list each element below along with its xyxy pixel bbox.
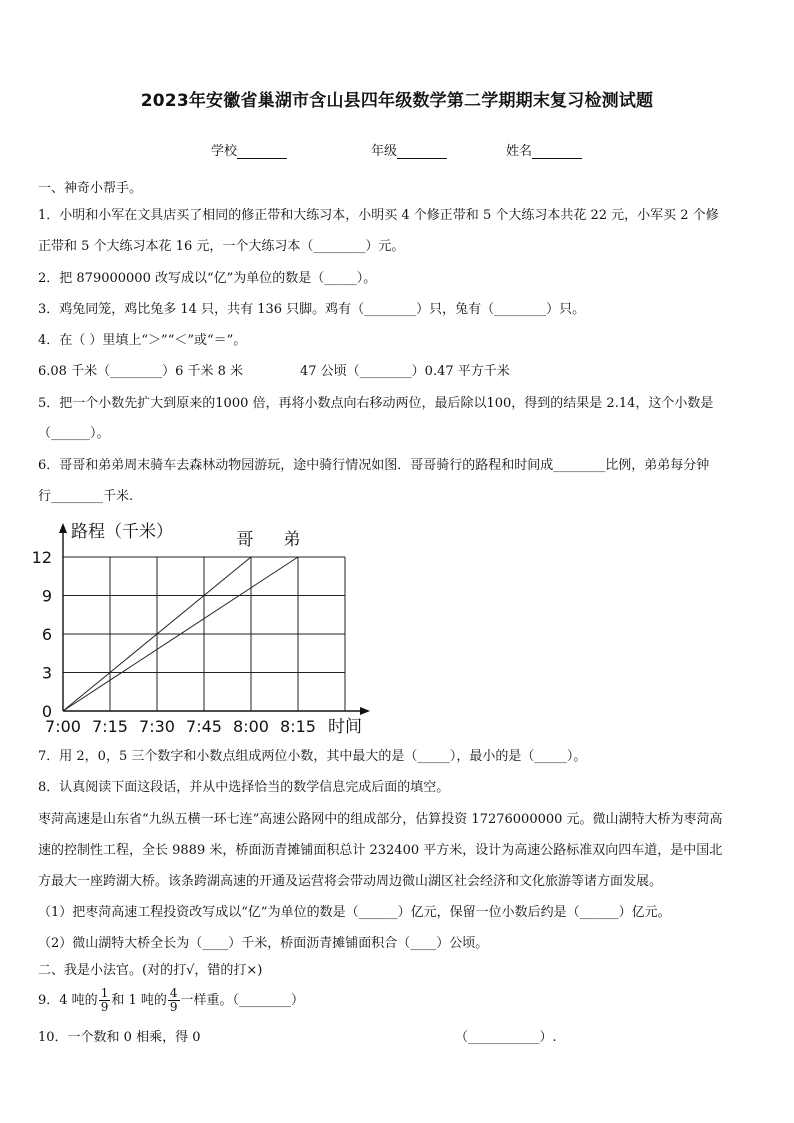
y-axis-title: 路程（千米） bbox=[71, 522, 173, 542]
y-tick-label: 0 bbox=[41, 702, 52, 721]
y-tick-label: 9 bbox=[41, 586, 52, 606]
question-8-intro: 8．认真阅读下面这段话，并从中选择恰当的数学信息完成后面的填空。 bbox=[38, 780, 450, 795]
distance-time-chart bbox=[28, 515, 378, 740]
question-7: 7．用 2，0，5 三个数字和小数点组成两位小数，其中最大的是（_____），最小的是（_____）。 bbox=[38, 749, 587, 764]
page-title: 2023年安徽省巢湖市含山县四年级数学第二学期期末复习检测试题 bbox=[140, 91, 654, 111]
grade-label: 年级 bbox=[371, 144, 398, 159]
series-label: 弟 bbox=[283, 530, 301, 550]
question-10: 10．一个数和 0 相乘，得 0 bbox=[38, 1030, 201, 1045]
question-6-line-a: 6．哥哥和弟弟周末骑车去森林动物园游玩，途中骑行情况如图．哥哥骑行的路程和时间成________比例，弟弟每分钟 bbox=[38, 458, 710, 473]
question-6-line-b: 行________千米. bbox=[38, 489, 134, 504]
question-5-line-b: （______）。 bbox=[38, 426, 110, 441]
fraction-one-ninth: $\frac{1}{9}$ bbox=[100, 986, 109, 1014]
school-field[interactable] bbox=[211, 140, 287, 159]
x-tick-label: 8:15 bbox=[280, 717, 316, 736]
question-2: 2．把 879000000 改写成以“亿”为单位的数是（_____）。 bbox=[38, 271, 377, 286]
section2-heading: 二、我是小法官。(对的打√，错的打×) bbox=[38, 963, 263, 978]
question-8-paragraph-2: 速的控制性工程，全长 9889 米，桥面沥青摊铺面积总计 232400 平方米，设计为高速公路标准双向四车道，是中国北 bbox=[38, 843, 723, 858]
x-tick-label: 7:00 bbox=[45, 717, 81, 736]
fraction-four-ninths: $\frac{4}{9}$ bbox=[169, 986, 178, 1014]
x-axis-title: 时间 bbox=[328, 717, 362, 737]
name-field[interactable] bbox=[506, 140, 582, 159]
y-axis-arrow bbox=[59, 523, 67, 533]
question-5-line-a: 5．把一个小数先扩大到原来的1000 倍，再将小数点向右移动两位，最后除以100，得到的结果是 2.14，这个小数是 bbox=[38, 396, 714, 411]
question-8-paragraph-1: 枣菏高速是山东省“九纵五横一环七连”高速公路网中的组成部分，估算投资 17276000000 元。微山湖特大桥为枣菏高 bbox=[38, 812, 723, 827]
question-8-paragraph-3: 方最大一座跨湖大桥。该条跨湖高速的开通及运营将会带动周边微山湖区社会经济和文化旅游等诸方面发展。 bbox=[38, 874, 663, 889]
question-10-answer-blank[interactable]: （___________）. bbox=[455, 1030, 557, 1045]
chart-grid bbox=[63, 557, 345, 711]
school-label: 学校 bbox=[211, 144, 238, 159]
chart-axes bbox=[59, 523, 370, 715]
y-tick-label: 3 bbox=[41, 663, 52, 683]
y-tick-label: 12 bbox=[31, 548, 52, 567]
x-tick-label: 7:45 bbox=[186, 717, 222, 736]
question-8-sub-2: （2）微山湖特大桥全长为（____）千米，桥面沥青摊铺面积合（____）公顷。 bbox=[38, 936, 489, 951]
grade-field[interactable] bbox=[371, 140, 447, 159]
question-1-line-a: 1．小明和小军在文具店买了相同的修正带和大练习本，小明买 4 个修正带和 5 个大练习本共花 22 元，小军买 2 个修 bbox=[38, 208, 719, 223]
question-4-left: 6.08 千米（________）6 千米 8 米 bbox=[38, 364, 244, 379]
question-1-line-b: 正带和 5 个大练习本花 16 元，一个大练习本（________）元。 bbox=[38, 239, 405, 254]
chart-labels bbox=[32, 522, 362, 737]
x-axis-arrow bbox=[360, 707, 370, 715]
question-9: 9．4 吨的 $\frac{1}{9}$ 和 1 吨的 $\frac{4}{9}$ 一样重。（________） bbox=[38, 986, 305, 1014]
x-tick-label: 8:00 bbox=[233, 717, 269, 736]
y-tick-label: 6 bbox=[41, 625, 52, 644]
question-4-line-a: 4．在（ ）里填上“＞”“＜”或“＝”。 bbox=[38, 333, 247, 348]
x-tick-label: 7:30 bbox=[139, 717, 175, 736]
series-label: 哥 bbox=[236, 530, 254, 550]
question-8-sub-1: （1）把枣菏高速工程投资改写成以“亿”为单位的数是（______）亿元，保留一位小数后约是（______）亿元。 bbox=[38, 905, 671, 920]
question-4-right: 47 公顷（________）0.47 平方千米 bbox=[300, 364, 510, 379]
name-label: 姓名 bbox=[506, 144, 533, 159]
x-tick-label: 7:15 bbox=[92, 717, 128, 736]
section1-heading: 一、神奇小帮手。 bbox=[38, 181, 143, 196]
question-3: 3．鸡兔同笼，鸡比兔多 14 只，共有 136 只脚。鸡有（________）只，兔有（________）只。 bbox=[38, 302, 586, 317]
